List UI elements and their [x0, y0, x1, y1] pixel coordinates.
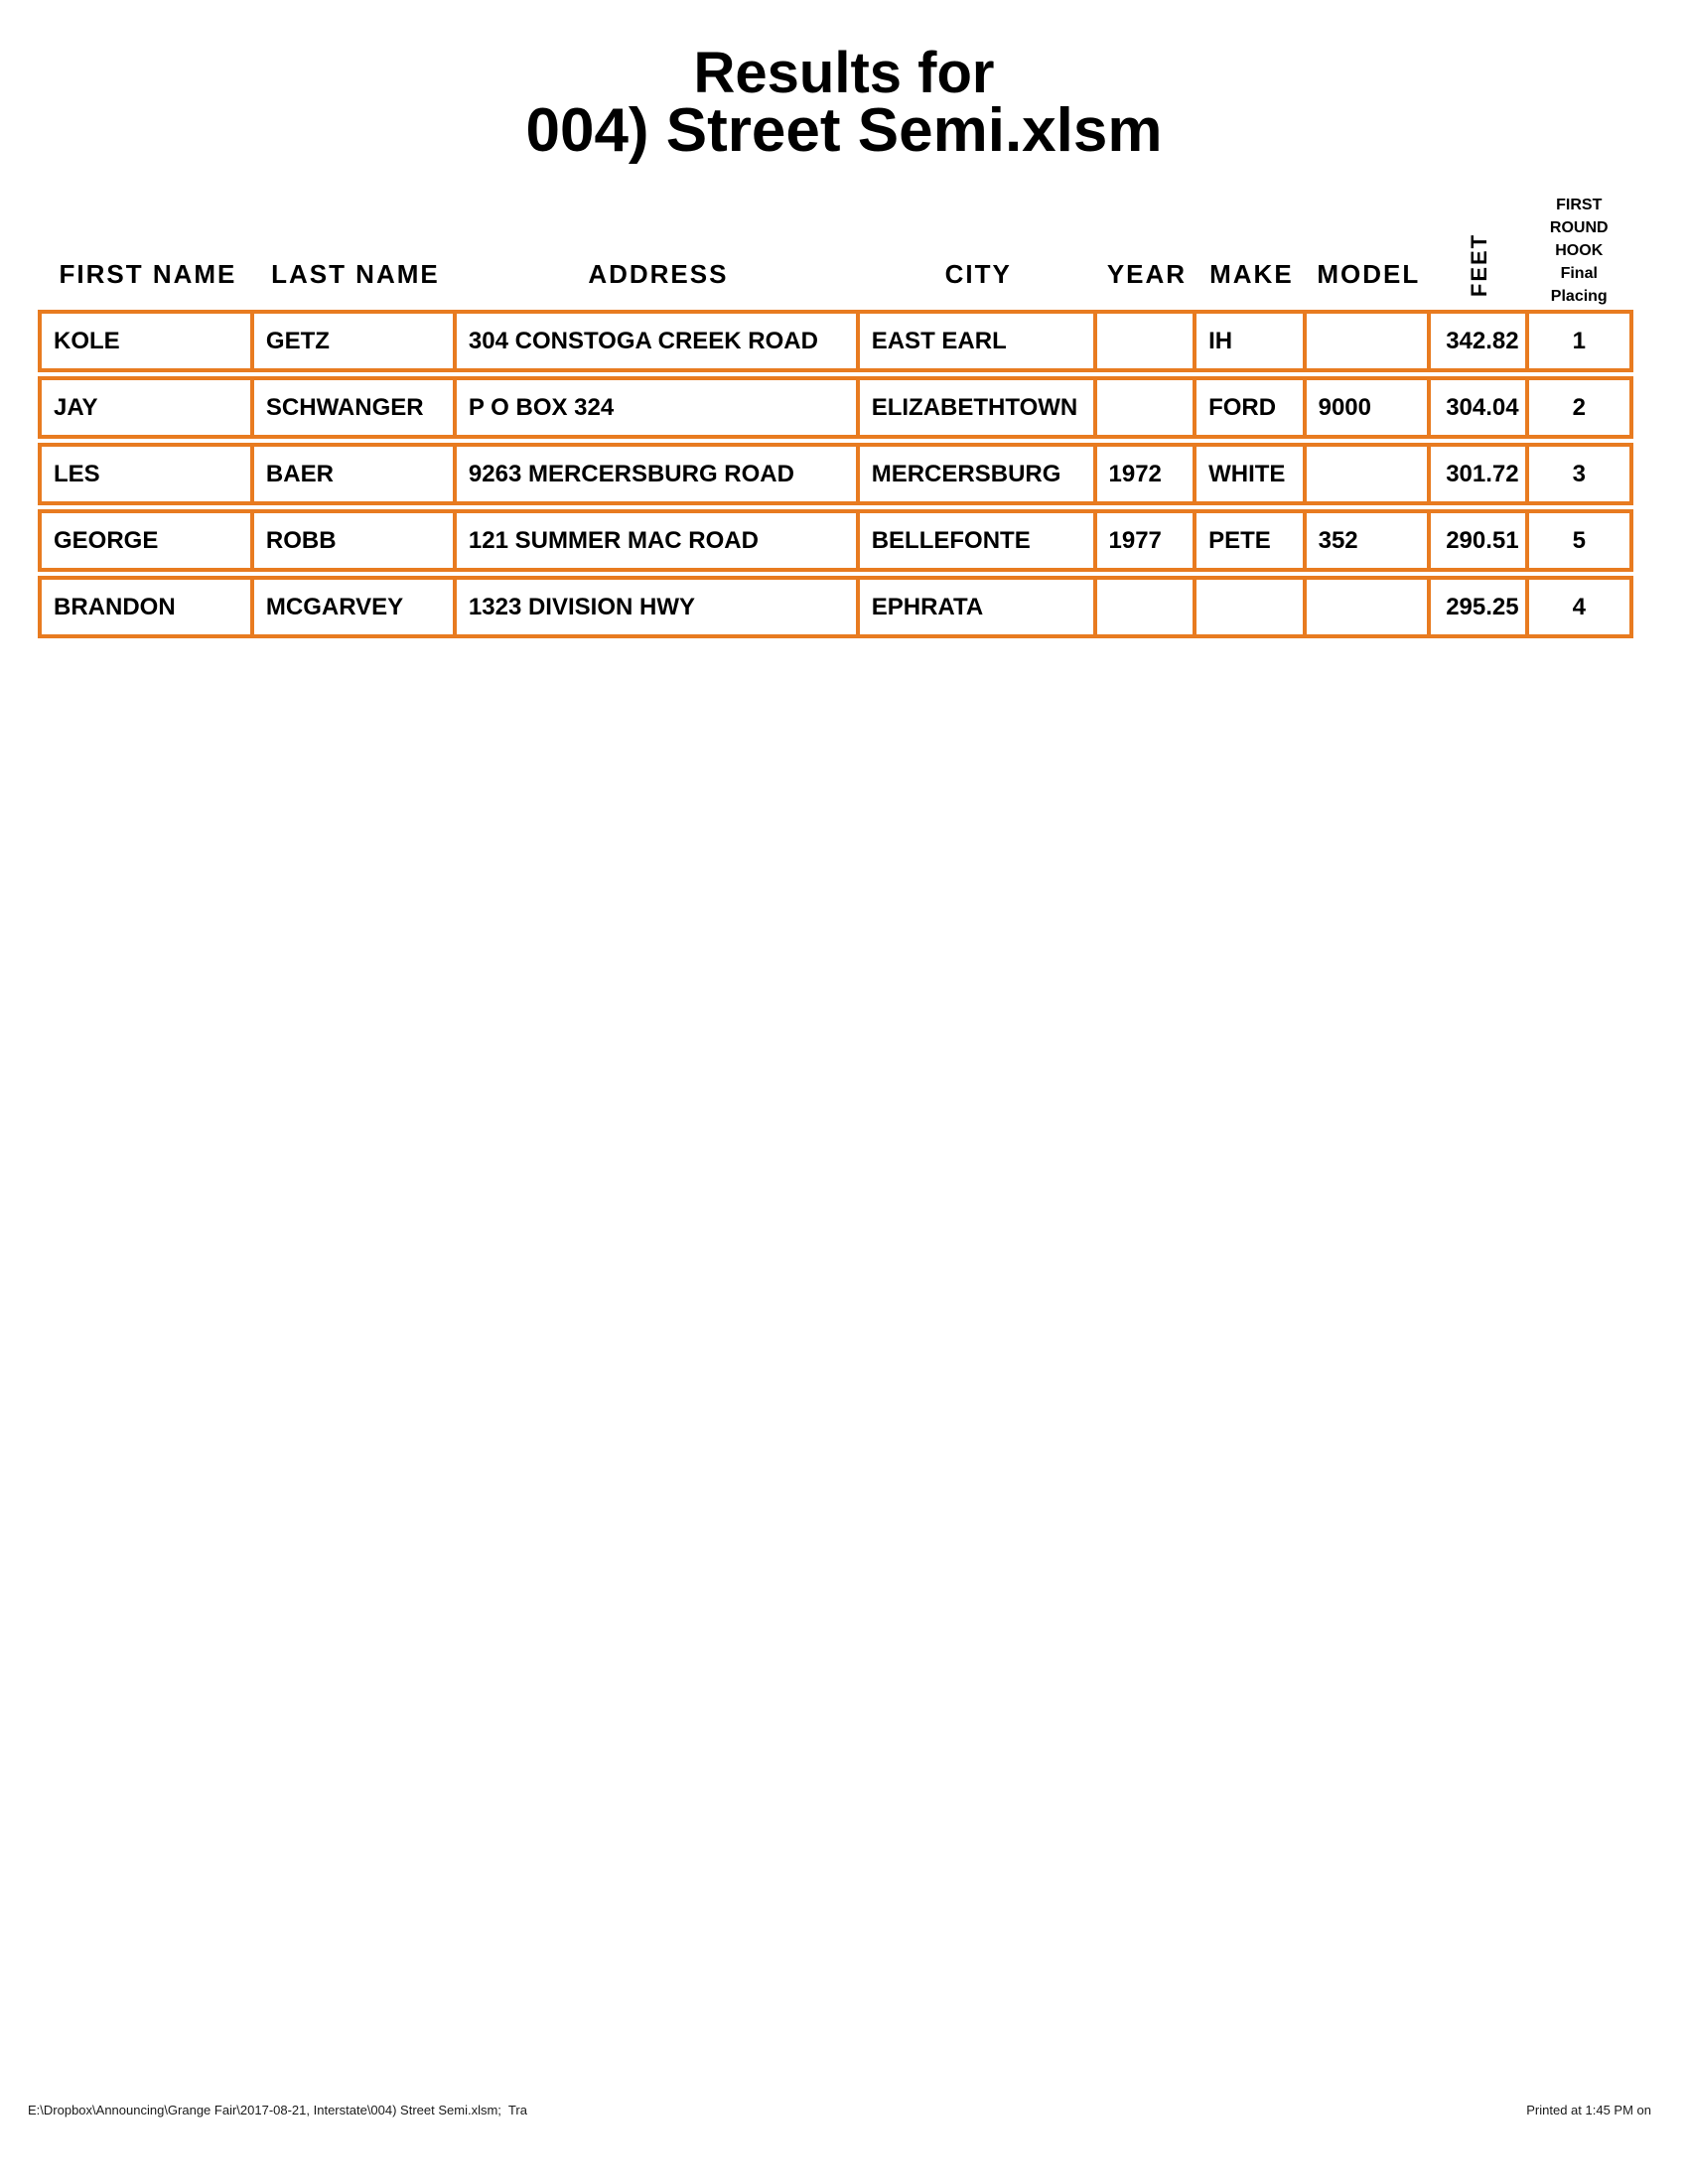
cell-city: EAST EARL [860, 314, 1097, 368]
cell-year: 1972 [1097, 447, 1197, 501]
cell-last-name: MCGARVEY [254, 580, 457, 634]
column-header-model: MODEL [1317, 259, 1421, 289]
cell-feet: 295.25 [1431, 580, 1529, 634]
column-header-city: CITY [944, 259, 1012, 289]
cell-placing: 2 [1572, 393, 1586, 421]
cell-model: 9000 [1307, 380, 1431, 435]
cell-feet: 304.04 [1431, 380, 1529, 435]
page-title: Results for [693, 41, 995, 105]
cell-last-name: GETZ [254, 314, 457, 368]
cell-first-name: GEORGE [42, 513, 254, 568]
cell-model: 352 [1307, 513, 1431, 568]
cell-placing: 3 [1572, 460, 1586, 487]
cell-feet: 342.82 [1431, 314, 1529, 368]
cell-first-name: KOLE [42, 314, 254, 368]
cell-city: MERCERSBURG [860, 447, 1097, 501]
cell-year [1097, 580, 1197, 634]
cell-placing: 4 [1572, 593, 1586, 620]
feet-rotated-label: FEET [1467, 232, 1492, 298]
placing-header-line: HOOK [1555, 242, 1604, 259]
cell-first-name: JAY [42, 380, 254, 435]
cell-model [1307, 580, 1431, 634]
cell-last-name: BAER [254, 447, 457, 501]
cell-city: EPHRATA [860, 580, 1097, 634]
footer-printed-timestamp: Printed at 1:45 PM on [1526, 2103, 1651, 2117]
cell-first-name: BRANDON [42, 580, 254, 634]
cell-make [1196, 580, 1307, 634]
cell-city: BELLEFONTE [860, 513, 1097, 568]
cell-year [1097, 314, 1197, 368]
table-row [38, 376, 1633, 439]
cell-make: PETE [1196, 513, 1307, 568]
cell-last-name: ROBB [254, 513, 457, 568]
table-row [38, 576, 1633, 638]
cell-last-name: SCHWANGER [254, 380, 457, 435]
cell-address: 1323 DIVISION HWY [457, 580, 860, 634]
cell-model [1307, 314, 1431, 368]
cell-year: 1977 [1097, 513, 1197, 568]
column-header-first-round-hook-placing [1529, 194, 1630, 310]
column-header-last-name: LAST NAME [271, 259, 440, 289]
cell-address: 9263 MERCERSBURG ROAD [457, 447, 860, 501]
placing-header-line: ROUND [1549, 219, 1609, 236]
cell-make: IH [1196, 314, 1307, 368]
table-row [38, 310, 1633, 372]
column-header-first-name: FIRST NAME [59, 259, 237, 289]
results-table [38, 310, 1633, 642]
cell-make: FORD [1196, 380, 1307, 435]
cell-make: WHITE [1196, 447, 1307, 501]
cell-address: 304 CONSTOGA CREEK ROAD [457, 314, 860, 368]
column-header-year: YEAR [1106, 259, 1188, 289]
column-header-feet [1431, 232, 1529, 310]
placing-header-line: FIRST [1556, 197, 1603, 213]
cell-first-name: LES [42, 447, 254, 501]
cell-feet: 290.51 [1431, 513, 1529, 568]
table-header-row [38, 147, 1633, 310]
cell-placing: 1 [1572, 327, 1586, 354]
placing-header-line: Placing [1550, 288, 1608, 305]
cell-placing: 5 [1572, 526, 1586, 554]
cell-city: ELIZABETHTOWN [860, 380, 1097, 435]
placing-header-line: Final [1560, 265, 1598, 282]
footer-file-path: E:\Dropbox\Announcing\Grange Fair\2017-08-21, Interstate\004) Street Semi.xlsm; Tra [28, 2103, 527, 2117]
page-subtitle-filename: 004) Street Semi.xlsm [525, 96, 1163, 165]
table-row [38, 443, 1633, 505]
cell-year [1097, 380, 1197, 435]
column-header-address: ADDRESS [588, 259, 729, 289]
cell-address: P O BOX 324 [457, 380, 860, 435]
cell-feet: 301.72 [1431, 447, 1529, 501]
cell-address: 121 SUMMER MAC ROAD [457, 513, 860, 568]
column-header-make: MAKE [1209, 259, 1294, 289]
cell-model [1307, 447, 1431, 501]
table-row [38, 509, 1633, 572]
